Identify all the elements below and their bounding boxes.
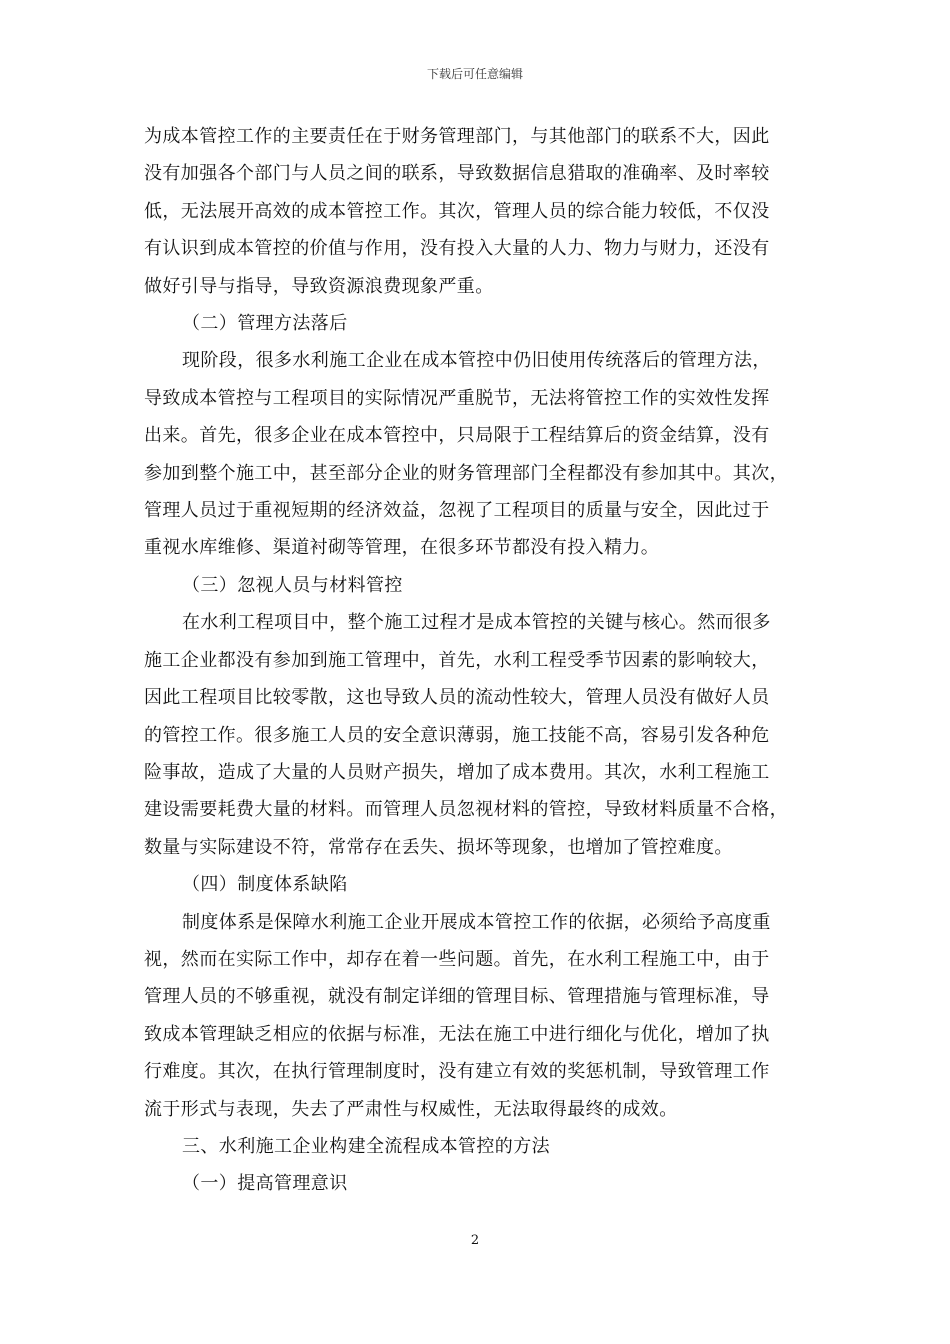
text-line: 流于形式与表现，失去了严肃性与权威性，无法取得最终的成效。	[144, 1098, 678, 1120]
text-line: 参加到整个施工中，甚至部分企业的财务管理部门全程都没有参加其中。其次，	[144, 462, 788, 484]
heading-line: 三、水利施工企业构建全流程成本管控的方法	[182, 1135, 550, 1157]
text-line: 视，然而在实际工作中，却存在着一些问题。首先，在水利工程施工中，由于	[144, 948, 770, 970]
text-line: 施工企业都没有参加到施工管理中，首先，水利工程受季节因素的影响较大，	[144, 649, 770, 671]
text-line: 因此工程项目比较零散，这也导致人员的流动性较大，管理人员没有做好人员	[144, 687, 770, 709]
text-line: 导致成本管控与工程项目的实际情况严重脱节，无法将管控工作的实效性发挥	[144, 387, 770, 409]
text-line: 低，无法展开高效的成本管控工作。其次，管理人员的综合能力较低，不仅没	[144, 200, 770, 222]
paragraph-management-method	[144, 342, 819, 566]
text-line: 出来。首先，很多企业在成本管控中，只局限于工程结算后的资金结算，没有	[144, 425, 770, 447]
paragraph-personnel-materials	[144, 604, 819, 866]
chapter-heading-cost-control-methods	[144, 1128, 819, 1165]
text-line: 没有加强各个部门与人员之间的联系，导致数据信息猎取的准确率、及时率较	[144, 163, 770, 185]
page-header: 下载后可任意编辑	[426, 67, 523, 81]
heading-line: （三）忽视人员与材料管控	[182, 574, 403, 596]
heading-line: （二）管理方法落后	[182, 313, 348, 335]
text-line: 的管控工作。很多施工人员的安全意识薄弱，施工技能不高，容易引发各种危	[144, 724, 770, 746]
text-line: 现阶段，很多水利施工企业在成本管控中仍旧使用传统落后的管理方法，	[182, 350, 771, 372]
text-line: 重视水库维修、渠道衬砌等管理，在很多环节都没有投入精力。	[144, 537, 660, 559]
text-line: 数量与实际建设不符，常常存在丢失、损坏等现象，也增加了管控难度。	[144, 836, 733, 858]
text-line: 致成本管理缺乏相应的依据与标准，无法在施工中进行细化与优化，增加了执	[144, 1023, 770, 1045]
text-line: 制度体系是保障水利施工企业开展成本管控工作的依据，必须给予高度重	[182, 911, 771, 933]
text-line: 有认识到成本管控的价值与作用，没有投入大量的人力、物力与财力，还没有	[144, 238, 770, 260]
text-line: 为成本管控工作的主要责任在于财务管理部门，与其他部门的联系不大，因此	[144, 126, 770, 147]
text-line: 险事故，造成了大量的人员财产损失，增加了成本费用。其次，水利工程施工	[144, 761, 770, 783]
heading-line: （一）提高管理意识	[182, 1173, 348, 1195]
text-line: 管理人员过于重视短期的经济效益，忽视了工程项目的质量与安全，因此过于	[144, 500, 770, 522]
paragraph-system-defects	[144, 904, 819, 1128]
text-line: 管理人员的不够重视，就没有制定详细的管理目标、管理措施与管理标准，导	[144, 986, 770, 1008]
heading-line: （四）制度体系缺陷	[182, 874, 348, 896]
page-number: 2	[470, 1233, 480, 1248]
section-heading-management-awareness	[144, 1165, 819, 1202]
section-heading-management-method	[144, 305, 819, 342]
document-body	[144, 118, 819, 1203]
text-line: 在水利工程项目中，整个施工过程才是成本管控的关键与核心。然而很多	[182, 612, 771, 634]
section-heading-system-defects	[144, 866, 819, 903]
paragraph-cost-responsibility	[144, 118, 819, 305]
section-heading-personnel-materials	[144, 567, 819, 604]
text-line: 行难度。其次，在执行管理制度时，没有建立有效的奖惩机制，导致管理工作	[144, 1061, 770, 1083]
text-line: 建设需要耗费大量的材料。而管理人员忽视材料的管控，导致材料质量不合格，	[144, 799, 788, 821]
text-line: 做好引导与指导，导致资源浪费现象严重。	[144, 275, 494, 297]
